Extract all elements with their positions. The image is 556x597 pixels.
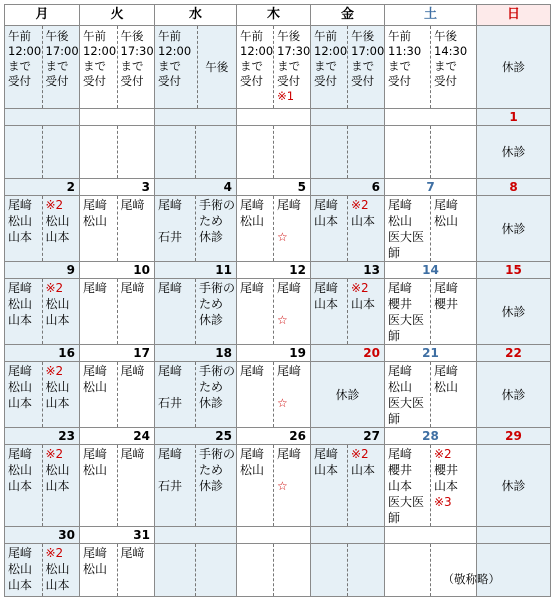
doctor-split xyxy=(5,362,79,427)
doctor-split xyxy=(385,544,476,596)
hours-cell-5 xyxy=(385,26,477,109)
doctor-cell xyxy=(237,445,311,527)
date-number: 2 xyxy=(66,180,75,194)
doctor-split xyxy=(80,544,154,596)
pm-hours-text: 午後 17:30 まで 受付 xyxy=(277,29,311,88)
hours-box xyxy=(477,26,550,108)
date-number: 28 xyxy=(422,429,439,443)
doctor-split xyxy=(5,445,79,526)
am-doctors: 尾﨑 松山 医大医師 xyxy=(388,364,425,426)
doctor-split xyxy=(237,445,310,526)
hours-cell-3 xyxy=(237,26,311,109)
doctor-split xyxy=(155,126,236,178)
pm-doctors: 手術の ため 休診 xyxy=(195,196,236,261)
hours-cell-2 xyxy=(155,26,237,109)
calendar-table xyxy=(4,4,551,597)
date-row-3 xyxy=(5,345,551,362)
doctor-cell xyxy=(155,445,237,527)
doctor-cell xyxy=(477,279,551,345)
doctor-cell xyxy=(155,279,237,345)
date-number: 10 xyxy=(133,263,150,277)
doctor-cell xyxy=(311,445,385,527)
am-doctors xyxy=(5,126,42,178)
date-cell xyxy=(311,262,385,279)
date-cell xyxy=(477,527,551,544)
pm-doctors: ※2 松山 山本 xyxy=(42,196,80,261)
date-cell xyxy=(155,527,237,544)
weekday-header-5: 土 xyxy=(385,5,477,26)
am-doctors xyxy=(155,544,195,596)
pm-doctors xyxy=(42,126,80,178)
pm-doctors: 尾﨑 xyxy=(117,544,155,596)
date-cell xyxy=(311,428,385,445)
pm-hours-text: 午後 17:00 まで 受付 xyxy=(45,29,79,88)
date-cell xyxy=(385,262,477,279)
doctor-split xyxy=(311,196,384,261)
doctor-split xyxy=(5,126,79,178)
pm-doctors: 尾﨑 松山 xyxy=(430,196,476,261)
doctor-split xyxy=(385,362,476,427)
am-hours: 午前 12:00 まで 受付 xyxy=(158,29,192,88)
pm-hours-text: 午後 17:30 まで 受付 xyxy=(120,29,154,88)
am-doctors: 尾﨑 山本 xyxy=(314,198,339,228)
doctor-split xyxy=(311,445,384,526)
date-cell xyxy=(477,345,551,362)
doctor-split xyxy=(80,126,154,178)
hours-cell-4 xyxy=(311,26,385,109)
am-doctors: 尾﨑 xyxy=(240,281,265,295)
pm-doctors xyxy=(195,544,236,596)
am-doctors: 尾﨑 山本 xyxy=(314,447,339,477)
am-doctors: 尾﨑 松山 山本 xyxy=(8,546,33,592)
doctor-split xyxy=(385,279,476,344)
weekday-header-row xyxy=(5,5,551,26)
date-number: 31 xyxy=(133,528,150,542)
date-number: 17 xyxy=(133,346,150,360)
date-cell xyxy=(385,428,477,445)
pm-doctors xyxy=(117,126,155,178)
doctor-cell xyxy=(80,445,155,527)
date-cell xyxy=(477,428,551,445)
pm-doctors: ※2 山本 xyxy=(347,279,384,344)
am-doctors: 尾﨑 松山 xyxy=(240,198,265,228)
doctor-cell xyxy=(80,362,155,428)
date-number: 8 xyxy=(509,180,518,194)
doctor-cell xyxy=(477,544,551,597)
doctor-cell xyxy=(311,126,385,179)
date-cell xyxy=(237,179,311,196)
weekday-header-1: 火 xyxy=(80,5,155,26)
am-hours: 午前 12:00 まで 受付 xyxy=(8,29,42,88)
am-doctors: 尾﨑 松山 xyxy=(240,447,265,477)
date-cell xyxy=(385,345,477,362)
date-row-1 xyxy=(5,179,551,196)
doctor-cell xyxy=(5,279,80,345)
am-doctors: 尾﨑 xyxy=(83,281,108,295)
date-number: 4 xyxy=(223,180,232,194)
date-number: 13 xyxy=(363,263,380,277)
am-doctors: 尾﨑 櫻井 医大医師 xyxy=(388,281,425,343)
weekday-header-0: 月 xyxy=(5,5,80,26)
hours-cell-1 xyxy=(80,26,155,109)
am-doctors: 尾﨑 石井 xyxy=(158,447,183,493)
empty-day xyxy=(477,544,550,596)
date-cell xyxy=(385,109,477,126)
pm-hours xyxy=(273,26,310,108)
am-doctors: 尾﨑 xyxy=(240,364,265,378)
hours-box xyxy=(155,26,236,108)
date-cell xyxy=(80,262,155,279)
doctor-split xyxy=(311,544,384,596)
doctor-cell xyxy=(385,445,477,527)
doctor-cell xyxy=(80,279,155,345)
doctor-cell xyxy=(237,544,311,597)
date-cell xyxy=(80,179,155,196)
hours-box xyxy=(237,26,310,108)
am-doctors: 尾﨑 石井 xyxy=(158,364,183,410)
am-doctors: 尾﨑 松山 山本 xyxy=(8,364,33,410)
date-cell xyxy=(5,109,80,126)
date-number: 24 xyxy=(133,429,150,443)
doctor-cell xyxy=(5,196,80,262)
am-hours: 午前 12:00 まで 受付 xyxy=(83,29,117,88)
doctor-split xyxy=(155,279,236,344)
doctor-cell xyxy=(385,196,477,262)
date-cell xyxy=(155,109,237,126)
am-doctors: 尾﨑 松山 山本 xyxy=(8,281,33,327)
doctor-row-5 xyxy=(5,544,551,597)
closed-day: 休診 xyxy=(501,221,526,236)
doctor-cell xyxy=(237,279,311,345)
pm-hours xyxy=(197,26,237,108)
date-cell xyxy=(311,345,385,362)
doctor-cell xyxy=(5,126,80,179)
pm-doctors: 尾﨑 xyxy=(117,196,155,261)
date-number: 25 xyxy=(215,429,232,443)
doctor-row-2 xyxy=(5,279,551,345)
pm-doctors: ※2 山本 xyxy=(347,196,384,261)
date-cell xyxy=(311,109,385,126)
doctor-cell xyxy=(311,279,385,345)
pm-doctors: 尾﨑 ☆ xyxy=(273,279,310,344)
doctor-split xyxy=(155,544,236,596)
date-row-5 xyxy=(5,527,551,544)
date-cell xyxy=(237,527,311,544)
am-hours: 午前 12:00 まで 受付 xyxy=(314,29,348,88)
doctor-row-4 xyxy=(5,445,551,527)
doctor-cell xyxy=(385,362,477,428)
am-doctors xyxy=(80,126,117,178)
weekday-header-4: 金 xyxy=(311,5,385,26)
am-doctors: 尾﨑 松山 xyxy=(83,198,108,228)
date-number: 21 xyxy=(422,346,439,360)
doctor-row-3 xyxy=(5,362,551,428)
date-row-4 xyxy=(5,428,551,445)
doctor-split xyxy=(80,196,154,261)
closed-day: 休診 xyxy=(501,387,526,402)
date-cell xyxy=(237,428,311,445)
am-doctors: 尾﨑 櫻井 山本 医大医師 xyxy=(388,447,425,525)
date-cell xyxy=(5,262,80,279)
closed-day: 休診 xyxy=(335,387,360,402)
am-doctors xyxy=(385,544,430,596)
doctor-split xyxy=(5,196,79,261)
doctor-split xyxy=(155,445,236,526)
doctor-cell xyxy=(477,445,551,527)
date-cell xyxy=(5,179,80,196)
pm-doctors xyxy=(430,544,476,596)
doctor-cell xyxy=(5,362,80,428)
doctor-cell xyxy=(385,279,477,345)
date-number: 7 xyxy=(426,180,435,194)
date-cell xyxy=(155,262,237,279)
date-number: 16 xyxy=(58,346,75,360)
doctor-split xyxy=(311,126,384,178)
pm-hours xyxy=(117,26,155,108)
date-cell xyxy=(80,527,155,544)
date-number: 15 xyxy=(505,263,522,277)
pm-hours-text: 午後 xyxy=(205,59,229,74)
am-doctors xyxy=(237,544,273,596)
date-cell xyxy=(5,428,80,445)
doctor-cell xyxy=(80,126,155,179)
doctor-split xyxy=(237,126,310,178)
pm-hours xyxy=(347,26,384,108)
am-doctors: 尾﨑 山本 xyxy=(314,281,339,311)
doctor-split xyxy=(385,126,476,178)
am-doctors xyxy=(237,126,273,178)
date-cell xyxy=(385,179,477,196)
date-number: 5 xyxy=(297,180,306,194)
pm-doctors xyxy=(347,544,384,596)
doctor-cell xyxy=(155,126,237,179)
am-doctors: 尾﨑 松山 xyxy=(83,364,108,394)
doctor-cell xyxy=(311,544,385,597)
date-cell xyxy=(237,345,311,362)
am-doctors xyxy=(385,126,430,178)
closed-day: 休診 xyxy=(501,145,526,159)
doctor-cell xyxy=(477,196,551,262)
doctor-split xyxy=(5,279,79,344)
pm-doctors xyxy=(347,126,384,178)
doctor-cell xyxy=(80,196,155,262)
date-cell xyxy=(477,109,551,126)
date-number: 30 xyxy=(58,528,75,542)
doctor-split xyxy=(80,279,154,344)
doctor-cell xyxy=(237,196,311,262)
am-doctors xyxy=(311,126,347,178)
am-doctors: 尾﨑 xyxy=(158,281,183,295)
doctor-split xyxy=(80,445,154,526)
date-number: 18 xyxy=(215,346,232,360)
pm-doctors: 尾﨑 ☆ xyxy=(273,362,310,427)
pm-doctors: 尾﨑 ☆ xyxy=(273,196,310,261)
date-cell xyxy=(80,345,155,362)
doctor-cell xyxy=(155,196,237,262)
doctor-split xyxy=(237,279,310,344)
doctor-split xyxy=(80,362,154,427)
doctor-split xyxy=(311,279,384,344)
am-doctors xyxy=(311,544,347,596)
pm-hours-text: 午後 14:30 まで 受付 xyxy=(434,29,468,88)
pm-doctors: 尾﨑 ☆ xyxy=(273,445,310,526)
date-number: 20 xyxy=(363,346,380,360)
date-number: 1 xyxy=(509,110,518,124)
date-cell xyxy=(237,262,311,279)
weekday-header-3: 木 xyxy=(237,5,311,26)
pm-doctors: ※2 松山 山本 xyxy=(42,362,80,427)
doctor-cell xyxy=(311,362,385,428)
doctor-cell xyxy=(385,126,477,179)
weekday-header-6: 日 xyxy=(477,5,551,26)
date-cell xyxy=(5,527,80,544)
date-number: 22 xyxy=(505,346,522,360)
date-number: 29 xyxy=(505,429,522,443)
hours-box xyxy=(80,26,154,108)
date-cell xyxy=(237,109,311,126)
hours-box xyxy=(385,26,476,108)
am-doctors: 尾﨑 松山 山本 xyxy=(8,198,33,244)
date-number: 14 xyxy=(422,263,439,277)
am-doctors: 尾﨑 石井 xyxy=(158,198,183,244)
date-cell xyxy=(311,179,385,196)
pm-doctors: ※2 松山 山本 xyxy=(42,445,80,526)
hours-cell-6 xyxy=(477,26,551,109)
pm-doctors: ※2 松山 山本 xyxy=(42,279,80,344)
pm-doctors: ※2 櫻井 山本 ※3 xyxy=(430,445,476,526)
doctor-cell xyxy=(80,544,155,597)
date-number: 26 xyxy=(289,429,306,443)
doctor-cell xyxy=(155,544,237,597)
doctor-row-0 xyxy=(5,126,551,179)
pm-doctors xyxy=(273,544,310,596)
am-hours: 午前 11:30 まで 受付 xyxy=(388,29,422,88)
date-cell xyxy=(477,179,551,196)
date-cell xyxy=(477,262,551,279)
am-doctors: 尾﨑 松山 xyxy=(83,546,108,576)
pm-doctors: 尾﨑 xyxy=(117,362,155,427)
doctor-cell xyxy=(5,445,80,527)
doctor-split xyxy=(155,362,236,427)
doctor-cell xyxy=(155,362,237,428)
doctor-split xyxy=(237,196,310,261)
pm-doctors xyxy=(273,126,310,178)
am-doctors: 尾﨑 松山 医大医師 xyxy=(388,198,425,260)
doctor-cell xyxy=(237,362,311,428)
date-cell xyxy=(155,179,237,196)
date-number: 9 xyxy=(66,263,75,277)
date-number: 27 xyxy=(363,429,380,443)
date-cell xyxy=(311,527,385,544)
date-cell xyxy=(80,109,155,126)
pm-doctors: 手術の ため 休診 xyxy=(195,362,236,427)
doctor-cell xyxy=(5,544,80,597)
pm-hours xyxy=(42,26,80,108)
pm-note: ※1 xyxy=(277,89,295,103)
hours-cell-0 xyxy=(5,26,80,109)
doctor-row-1 xyxy=(5,196,551,262)
closed-label: 休診 xyxy=(502,59,525,74)
pm-hours xyxy=(430,26,476,108)
date-number: 23 xyxy=(58,429,75,443)
closed-day: 休診 xyxy=(501,304,526,319)
date-cell xyxy=(385,527,477,544)
doctor-split xyxy=(385,445,476,526)
pm-doctors: 尾﨑 xyxy=(117,279,155,344)
date-row-2 xyxy=(5,262,551,279)
weekday-header-2: 水 xyxy=(155,5,237,26)
am-doctors xyxy=(155,126,195,178)
hours-box xyxy=(311,26,384,108)
doctor-split xyxy=(155,196,236,261)
date-cell xyxy=(155,345,237,362)
pm-doctors: 手術の ため 休診 xyxy=(195,445,236,526)
pm-hours-text: 午後 17:00 まで 受付 xyxy=(351,29,385,88)
doctor-cell xyxy=(477,126,551,179)
pm-doctors: 尾﨑 xyxy=(117,445,155,526)
doctor-split xyxy=(5,544,79,596)
doctor-split xyxy=(237,544,310,596)
doctor-split xyxy=(237,362,310,427)
honorifics-omitted-note: （敬称略） xyxy=(442,572,500,586)
date-cell xyxy=(80,428,155,445)
date-number: 6 xyxy=(371,180,380,194)
pm-doctors: 尾﨑 櫻井 xyxy=(430,279,476,344)
date-number: 11 xyxy=(215,263,232,277)
am-hours: 午前 12:00 まで 受付 xyxy=(240,29,274,88)
pm-doctors: ※2 松山 山本 xyxy=(42,544,80,596)
am-doctors: 尾﨑 松山 山本 xyxy=(8,447,33,493)
doctor-split xyxy=(385,196,476,261)
pm-doctors xyxy=(195,126,236,178)
pm-doctors: 尾﨑 松山 xyxy=(430,362,476,427)
pm-doctors: 手術の ため 休診 xyxy=(195,279,236,344)
date-row-0 xyxy=(5,109,551,126)
am-doctors: 尾﨑 松山 xyxy=(83,447,108,477)
doctor-cell xyxy=(311,196,385,262)
hours-box xyxy=(5,26,79,108)
date-number: 19 xyxy=(289,346,306,360)
date-number: 3 xyxy=(141,180,150,194)
reception-hours-row xyxy=(5,26,551,109)
pm-doctors: ※2 山本 xyxy=(347,445,384,526)
doctor-cell xyxy=(237,126,311,179)
date-number: 12 xyxy=(289,263,306,277)
closed-day: 休診 xyxy=(501,478,526,493)
date-cell xyxy=(5,345,80,362)
doctor-cell xyxy=(477,362,551,428)
pm-doctors xyxy=(430,126,476,178)
doctor-cell xyxy=(385,544,477,597)
date-cell xyxy=(155,428,237,445)
